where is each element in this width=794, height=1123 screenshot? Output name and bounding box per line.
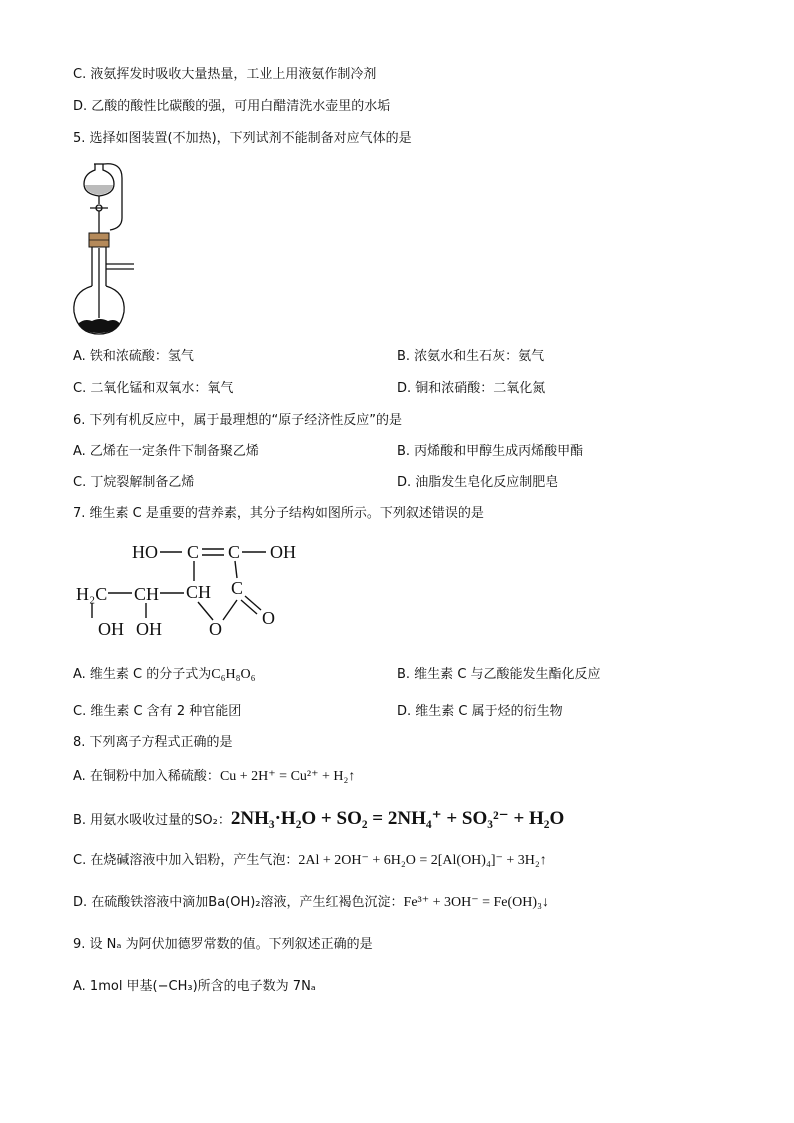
q7-option-d: D. 维生素 C 属于烃的衍生物	[397, 704, 563, 719]
struct-c1: C	[187, 542, 200, 562]
vitamin-c-structure	[70, 538, 310, 644]
q6-option-c: C. 丁烷裂解制备乙烯	[73, 475, 195, 490]
struct-h2c: H₂C	[76, 584, 108, 604]
q5-option-d: D. 铜和浓硝酸：二氧化氮	[397, 381, 546, 396]
gas-apparatus-figure	[70, 158, 140, 340]
q8-option-a	[73, 768, 355, 786]
struct-c-carbonyl: C	[231, 578, 244, 598]
struct-o-ring: O	[209, 619, 222, 639]
q5-option-b: B. 浓氨水和生石灰：氨气	[397, 349, 545, 364]
q6-option-b: B. 丙烯酸和甲醇生成丙烯酸甲酯	[397, 444, 584, 459]
q8-a-equation: Cu + 2H⁺ = Cu²⁺ + H₂↑	[219, 769, 356, 784]
question-9-stem: 9. 设 Nₐ 为阿伏加德罗常数的值。下列叙述正确的是	[73, 937, 373, 952]
q6-option-a: A. 乙烯在一定条件下制备聚乙烯	[73, 444, 259, 459]
q8-option-d	[73, 894, 549, 912]
q5-option-a: A. 铁和浓硫酸：氢气	[73, 349, 194, 364]
q8-a-text: A. 在铜粉中加入稀硫酸：	[73, 769, 220, 784]
struct-oh-1: OH	[98, 619, 124, 639]
q8-c-text: C. 在烧碱溶液中加入铝粉，产生气泡：	[73, 853, 299, 868]
q8-c-equation: 2Al + 2OH⁻ + 6H₂O = 2[Al(OH)₄]⁻ + 3H₂↑	[298, 853, 547, 868]
question-8-stem: 8. 下列离子方程式正确的是	[73, 735, 233, 750]
question-5-stem: 5. 选择如图装置(不加热)，下列试剂不能制备对应气体的是	[73, 131, 412, 146]
option-d-prev: D. 乙酸的酸性比碳酸的强，可用白醋清洗水壶里的水垢	[73, 99, 391, 114]
q7-option-a-text: A. 维生素 C 的分子式为	[73, 667, 212, 682]
q8-option-b	[73, 810, 564, 830]
q7-option-c: C. 维生素 C 含有 2 种官能团	[73, 704, 242, 719]
struct-ch: CH	[134, 584, 160, 604]
q9-option-a: A. 1mol 甲基(−CH₃)所含的电子数为 7Nₐ	[73, 979, 316, 994]
struct-ho-left: HO	[132, 542, 158, 562]
q8-d-text: D. 在硫酸铁溶液中滴加Ba(OH)₂溶液，产生红褐色沉淀：	[73, 895, 404, 910]
q8-option-c	[73, 852, 547, 870]
question-6-stem: 6. 下列有机反应中，属于最理想的“原子经济性反应”的是	[73, 413, 403, 428]
question-7-stem: 7. 维生素 C 是重要的营养素，其分子结构如图所示。下列叙述错误的是	[73, 506, 484, 521]
struct-ch-ring: CH	[186, 582, 212, 602]
struct-o-keto: O	[262, 608, 275, 628]
q8-b-equation: 2NH₃·H₂O + SO₂ = 2NH₄⁺ + SO₃²⁻ + H₂O	[230, 808, 565, 829]
q8-d-equation: Fe³⁺ + 3OH⁻ = Fe(OH)₃↓	[403, 895, 549, 910]
q7-option-b: B. 维生素 C 与乙酸能发生酯化反应	[397, 667, 601, 682]
q8-b-text: B. 用氨水吸收过量的SO₂：	[73, 813, 231, 828]
option-c-prev: C. 液氨挥发时吸收大量热量，工业上用液氨作制冷剂	[73, 67, 377, 82]
q5-option-c: C. 二氧化锰和双氧水：氧气	[73, 381, 234, 396]
struct-oh-2: OH	[136, 619, 162, 639]
q6-option-d: D. 油脂发生皂化反应制肥皂	[397, 475, 559, 490]
q7-option-a	[73, 666, 255, 684]
q7-formula: C₆H₈O₆	[211, 667, 256, 682]
struct-oh-right: OH	[270, 542, 296, 562]
struct-c2: C	[228, 542, 241, 562]
